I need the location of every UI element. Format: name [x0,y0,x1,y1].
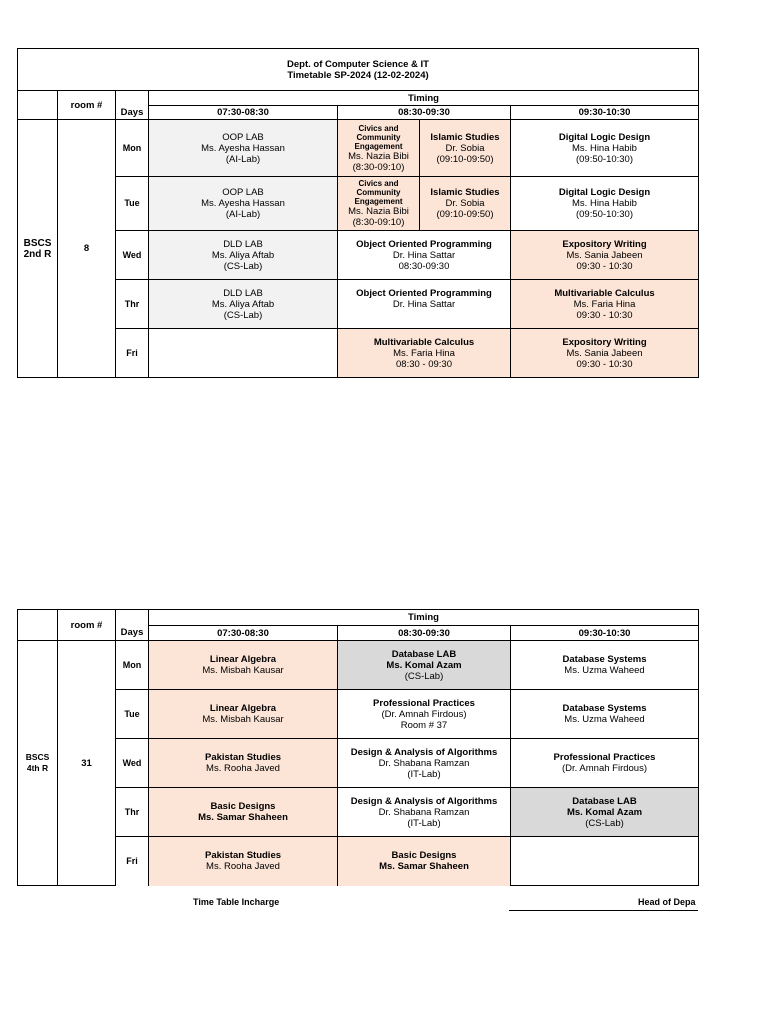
days-header: Days [116,626,149,641]
day-label: Fri [116,837,149,886]
slot-header: 07:30-08:30 [149,626,338,641]
timetable-bscs-4th [17,609,699,886]
room-header: room # [58,91,116,120]
class-cell: Object Oriented Programming Dr. Hina Sattar [338,280,511,329]
class-cell: DLD LAB Ms. Aliya Aftab (CS-Lab) [149,231,338,280]
class-cell: OOP LAB Ms. Ayesha Hassan (AI-Lab) [149,120,338,177]
day-label: Wed [116,739,149,788]
day-label: Tue [116,177,149,231]
timetable-bscs-2nd [17,48,699,378]
timing-header: Timing [149,91,699,106]
class-cell-empty [511,837,699,886]
slot-header: 07:30-08:30 [149,106,338,120]
table-row [18,739,699,788]
class-cell: Expository Writing Ms. Sania Jabeen 09:30 - 10:30 [511,329,699,378]
class-cell: Linear Algebra Ms. Misbah Kausar [149,641,338,690]
slot-header: 08:30-09:30 [338,626,511,641]
class-cell: Multivariable Calculus Ms. Faria Hina 09:30 - 10:30 [511,280,699,329]
table-row [18,641,699,690]
day-label: Thr [116,788,149,837]
class-cell: Professional Practices (Dr. Amnah Firdous) [511,739,699,788]
class-cell: Database LAB Ms. Komal Azam (CS-Lab) [511,788,699,837]
head-of-department-label: Head of Depa [638,897,696,907]
class-cell: Pakistan Studies Ms. Rooha Javed [149,739,338,788]
day-label: Wed [116,231,149,280]
class-header [18,91,58,120]
class-header [18,610,58,641]
class-name: BSCS 2nd R [18,120,58,378]
timing-header: Timing [149,610,699,626]
class-cell: Expository Writing Ms. Sania Jabeen 09:30 - 10:30 [511,231,699,280]
table-row [18,690,699,739]
timetable-incharge-label: Time Table Incharge [193,897,280,907]
class-cell: Pakistan Studies Ms. Rooha Javed [149,837,338,886]
timetable-title [18,49,699,91]
dept-name: Dept. of Computer Science & IT [287,58,429,70]
class-cell: Civics and Community Engagement Ms. Nazia Bibi (8:30-09:10) [338,177,420,231]
class-cell-empty [149,329,338,378]
day-label: Mon [116,641,149,690]
class-cell: Database Systems Ms. Uzma Waheed [511,641,699,690]
days-header: Days [116,106,149,120]
timetable-version: Timetable SP-2024 (12-02-2024) [287,69,429,81]
class-cell: Design & Analysis of Algorithms Dr. Shabana Ramzan (IT-Lab) [338,788,511,837]
signature-line [509,910,698,911]
class-cell: Professional Practices (Dr. Amnah Firdous) Room # 37 [338,690,511,739]
class-name: BSCS 4th R [18,641,58,886]
day-label: Thr [116,280,149,329]
class-cell: Digital Logic Design Ms. Hina Habib (09:50-10:30) [511,177,699,231]
table-row [18,177,699,231]
slot-header: 09:30-10:30 [511,106,699,120]
table-row [18,280,699,329]
class-cell: Basic Designs Ms. Samar Shaheen [338,837,511,886]
class-cell: Database LAB Ms. Komal Azam (CS-Lab) [338,641,511,690]
class-cell: DLD LAB Ms. Aliya Aftab (CS-Lab) [149,280,338,329]
class-cell: Digital Logic Design Ms. Hina Habib (09:50-10:30) [511,120,699,177]
table-row [18,788,699,837]
class-cell: Multivariable Calculus Ms. Faria Hina 08:30 - 09:30 [338,329,511,378]
table-row [18,329,699,378]
class-cell: Linear Algebra Ms. Misbah Kausar [149,690,338,739]
class-cell: Object Oriented Programming Dr. Hina Sattar 08:30-09:30 [338,231,511,280]
class-cell: Islamic Studies Dr. Sobia (09:10-09:50) [420,177,511,231]
class-cell: Islamic Studies Dr. Sobia (09:10-09:50) [420,120,511,177]
class-cell: Civics and Community Engagement Ms. Nazia Bibi (8:30-09:10) [338,120,420,177]
room-number: 31 [58,641,116,886]
class-cell: Design & Analysis of Algorithms Dr. Shabana Ramzan (IT-Lab) [338,739,511,788]
room-number: 8 [58,120,116,378]
table-row [18,837,699,886]
room-header: room # [58,610,116,641]
slot-header: 09:30-10:30 [511,626,699,641]
table-row [18,231,699,280]
class-cell: Database Systems Ms. Uzma Waheed [511,690,699,739]
class-cell: Basic Designs Ms. Samar Shaheen [149,788,338,837]
table-row [18,120,699,177]
slot-header: 08:30-09:30 [338,106,511,120]
day-label: Mon [116,120,149,177]
class-cell: OOP LAB Ms. Ayesha Hassan (AI-Lab) [149,177,338,231]
day-label: Fri [116,329,149,378]
day-label: Tue [116,690,149,739]
